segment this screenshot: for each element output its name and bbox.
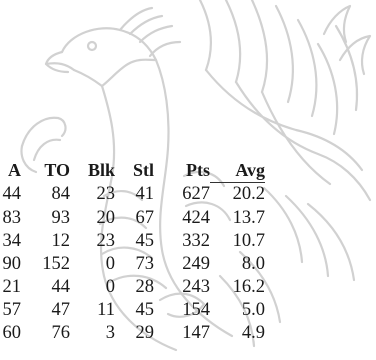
average-cell: 16.2 xyxy=(232,277,265,298)
header-points: Pts xyxy=(186,160,210,181)
average-cell: 13.7 xyxy=(232,207,265,228)
average-cell: 5.0 xyxy=(241,300,265,321)
assists-cell: 83 xyxy=(2,207,21,228)
table-row xyxy=(0,322,376,345)
table-row xyxy=(0,276,376,299)
assists-cell: 34 xyxy=(2,230,21,251)
header-steals: Stl xyxy=(132,160,154,181)
blocks-cell: 23 xyxy=(96,230,115,251)
row-spacer xyxy=(265,322,376,345)
table-row xyxy=(0,253,376,276)
points-cell: 424 xyxy=(182,207,210,228)
steals-cell: 28 xyxy=(135,277,154,298)
header-average: Avg xyxy=(210,158,265,183)
header-blocks: Blk xyxy=(87,160,115,181)
row-spacer xyxy=(265,229,376,252)
points-cell: 249 xyxy=(182,253,210,274)
turnovers-cell: 76 xyxy=(51,323,70,344)
assists-cell: 21 xyxy=(2,277,21,298)
table-body xyxy=(0,183,376,346)
average-cell: 4.9 xyxy=(241,323,265,344)
table-header-row xyxy=(0,158,376,183)
points-cell: 147 xyxy=(182,323,210,344)
points-cell: 627 xyxy=(182,184,210,205)
row-spacer xyxy=(265,253,376,276)
table-row xyxy=(0,206,376,229)
blocks-cell: 23 xyxy=(96,184,115,205)
blocks-cell: 11 xyxy=(97,300,115,321)
row-spacer xyxy=(265,206,376,229)
points-cell: 243 xyxy=(182,277,210,298)
steals-cell: 45 xyxy=(135,230,154,251)
blocks-cell: 20 xyxy=(96,207,115,228)
row-spacer xyxy=(265,276,376,299)
assists-cell: 57 xyxy=(2,300,21,321)
turnovers-cell: 47 xyxy=(51,300,70,321)
steals-cell: 41 xyxy=(135,184,154,205)
row-spacer xyxy=(265,183,376,207)
average-cell: 10.7 xyxy=(232,230,265,251)
header-assists: A xyxy=(8,160,21,181)
header-spacer xyxy=(265,158,376,183)
turnovers-cell: 93 xyxy=(51,207,70,228)
steals-cell: 45 xyxy=(135,300,154,321)
points-cell: 332 xyxy=(182,230,210,251)
table-row xyxy=(0,229,376,252)
steals-cell: 73 xyxy=(135,253,154,274)
assists-cell: 90 xyxy=(2,253,21,274)
average-cell: 8.0 xyxy=(241,253,265,274)
blocks-cell: 0 xyxy=(105,253,115,274)
points-cell: 154 xyxy=(182,300,210,321)
table-row xyxy=(0,299,376,322)
assists-cell: 60 xyxy=(2,323,21,344)
table-row xyxy=(0,183,376,207)
turnovers-cell: 12 xyxy=(51,230,70,251)
blocks-cell: 3 xyxy=(105,323,115,344)
header-turnovers: TO xyxy=(44,160,70,181)
average-cell: 20.2 xyxy=(232,184,265,205)
assists-cell: 44 xyxy=(2,184,21,205)
row-spacer xyxy=(265,299,376,322)
blocks-cell: 0 xyxy=(105,277,115,298)
steals-cell: 67 xyxy=(135,207,154,228)
steals-cell: 29 xyxy=(135,323,154,344)
turnovers-cell: 84 xyxy=(51,184,70,205)
turnovers-cell: 44 xyxy=(51,277,70,298)
player-stats-table xyxy=(0,158,376,345)
turnovers-cell: 152 xyxy=(42,253,70,274)
